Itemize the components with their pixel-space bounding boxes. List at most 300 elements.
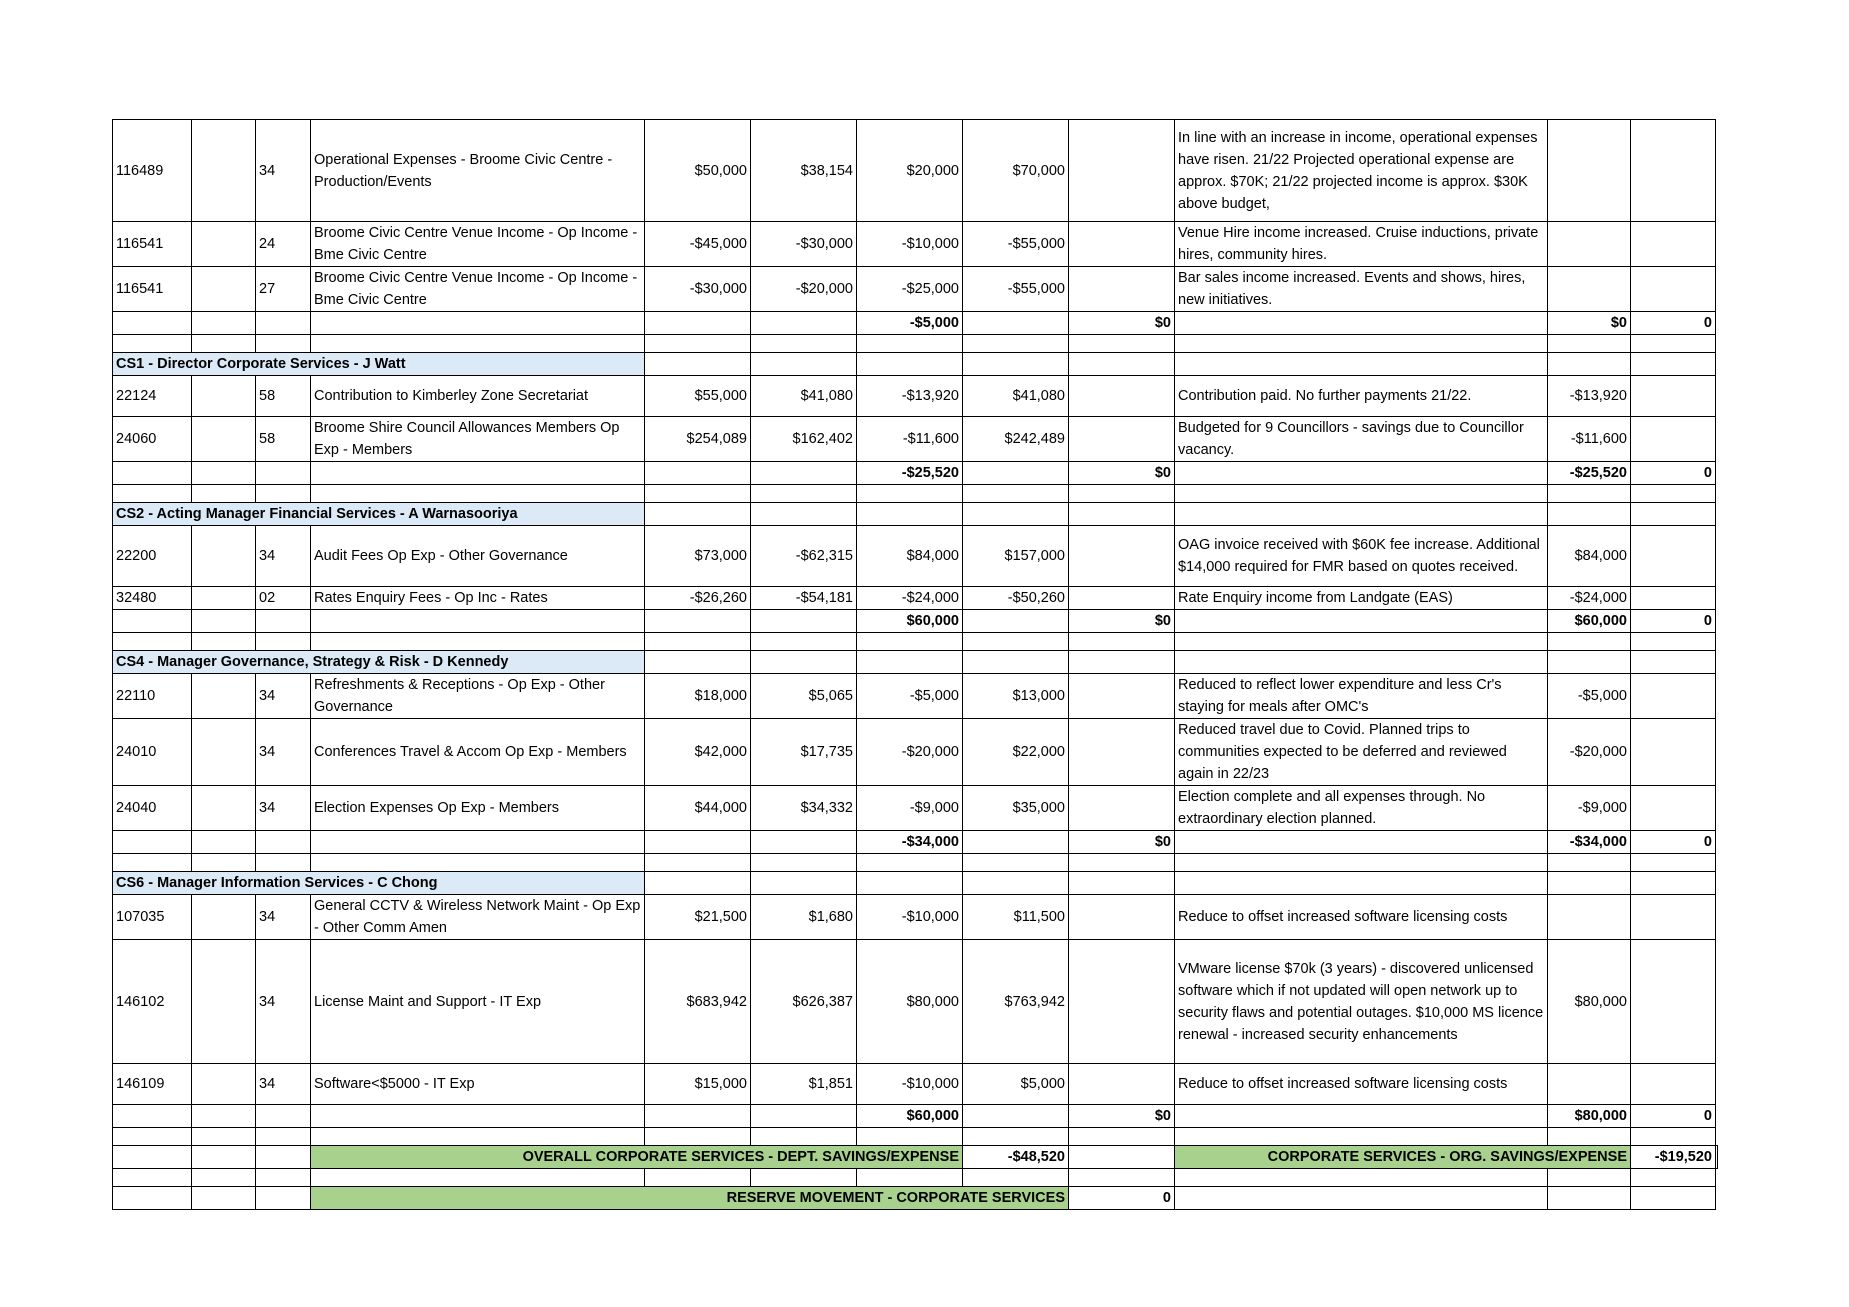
empty-cell — [192, 587, 256, 610]
current-budget: $15,000 — [645, 1064, 751, 1105]
empty-cell — [1069, 353, 1175, 376]
empty-cell — [113, 485, 192, 503]
empty-cell — [256, 1169, 311, 1187]
empty-cell — [192, 1064, 256, 1105]
empty-cell — [256, 1105, 311, 1128]
empty-cell — [963, 633, 1069, 651]
section-header: CS2 - Acting Manager Financial Services - A Warnasooriya — [113, 503, 645, 526]
reserve-movement — [1069, 1064, 1175, 1105]
overall-dept-value: -$48,520 — [963, 1146, 1069, 1169]
table-row — [113, 267, 1718, 312]
section-total-row — [113, 462, 1718, 485]
empty-cell — [1631, 940, 1716, 1064]
table-row — [113, 417, 1718, 462]
reserve-movement — [1069, 940, 1175, 1064]
empty-cell — [1631, 1064, 1716, 1105]
empty-cell — [256, 485, 311, 503]
nature-code: 24 — [256, 222, 311, 267]
comment: Bar sales income increased. Events and shows, hires, new initiatives. — [1175, 267, 1548, 312]
spacer-row — [113, 485, 1718, 503]
empty-cell — [1631, 854, 1716, 872]
comment: Reduce to offset increased software licensing costs — [1175, 1064, 1548, 1105]
org-impact — [1548, 222, 1631, 267]
empty-cell — [311, 633, 645, 651]
reserve-movement — [1069, 376, 1175, 417]
current-budget: -$26,260 — [645, 587, 751, 610]
empty-cell — [192, 895, 256, 940]
org-impact: -$11,600 — [1548, 417, 1631, 462]
empty-cell — [963, 485, 1069, 503]
account-number: 116541 — [113, 222, 192, 267]
table-row — [113, 895, 1718, 940]
empty-cell — [1175, 1169, 1548, 1187]
empty-cell — [192, 312, 256, 335]
current-budget: -$30,000 — [645, 267, 751, 312]
account-description: Election Expenses Op Exp - Members — [311, 786, 645, 831]
budget-change: -$10,000 — [857, 1064, 963, 1105]
section-total-org: -$34,000 — [1548, 831, 1631, 854]
empty-cell — [963, 503, 1069, 526]
section-header: CS4 - Manager Governance, Strategy & Risk - D Kennedy — [113, 651, 645, 674]
account-number: 24060 — [113, 417, 192, 462]
nature-code: 34 — [256, 674, 311, 719]
empty-cell — [751, 610, 857, 633]
account-description: Conferences Travel & Accom Op Exp - Members — [311, 719, 645, 786]
empty-cell — [1631, 1128, 1716, 1146]
empty-cell — [751, 485, 857, 503]
section-total-flag: 0 — [1631, 1105, 1716, 1128]
empty-cell — [857, 651, 963, 674]
empty-cell — [645, 872, 751, 895]
empty-cell — [1175, 1187, 1548, 1210]
empty-cell — [857, 633, 963, 651]
empty-cell — [311, 312, 645, 335]
empty-cell — [256, 1128, 311, 1146]
empty-cell — [645, 335, 751, 353]
ytd-actual: $1,680 — [751, 895, 857, 940]
empty-cell — [751, 335, 857, 353]
empty-cell — [256, 854, 311, 872]
reserve-movement — [1069, 120, 1175, 222]
empty-cell — [1631, 1187, 1716, 1210]
empty-cell — [192, 267, 256, 312]
empty-cell — [1631, 633, 1716, 651]
section-total-reserve: $0 — [1069, 831, 1175, 854]
reserve-movement — [1069, 786, 1175, 831]
budget-change: $20,000 — [857, 120, 963, 222]
ytd-actual: -$62,315 — [751, 526, 857, 587]
nature-code: 58 — [256, 417, 311, 462]
empty-cell — [645, 854, 751, 872]
empty-cell — [751, 651, 857, 674]
overall-total-row — [113, 1146, 1718, 1169]
empty-cell — [857, 1128, 963, 1146]
section-header-row — [113, 651, 1718, 674]
account-description: Refreshments & Receptions - Op Exp - Other Governance — [311, 674, 645, 719]
empty-cell — [1175, 854, 1548, 872]
empty-cell — [256, 1187, 311, 1210]
ytd-actual: $41,080 — [751, 376, 857, 417]
comment: Rate Enquiry income from Landgate (EAS) — [1175, 587, 1548, 610]
empty-cell — [751, 872, 857, 895]
empty-cell — [1175, 335, 1548, 353]
empty-cell — [192, 417, 256, 462]
empty-cell — [1548, 1169, 1631, 1187]
empty-cell — [192, 1105, 256, 1128]
account-number: 22200 — [113, 526, 192, 587]
table-row — [113, 719, 1718, 786]
revised-budget: $13,000 — [963, 674, 1069, 719]
revised-budget: $763,942 — [963, 940, 1069, 1064]
budget-change: $84,000 — [857, 526, 963, 587]
ytd-actual: -$30,000 — [751, 222, 857, 267]
comment: VMware license $70k (3 years) - discovered unlicensed software which if not updated will open network up to security flaws and potential outages. $10,000 MS licence renewal - increased security enhancements — [1175, 940, 1548, 1064]
revised-budget: $11,500 — [963, 895, 1069, 940]
empty-cell — [1175, 651, 1548, 674]
account-number: 116541 — [113, 267, 192, 312]
empty-cell — [192, 1128, 256, 1146]
empty-cell — [645, 503, 751, 526]
empty-cell — [963, 462, 1069, 485]
empty-cell — [963, 610, 1069, 633]
comment: Reduce to offset increased software licensing costs — [1175, 895, 1548, 940]
empty-cell — [113, 312, 192, 335]
empty-cell — [1631, 651, 1716, 674]
empty-cell — [1548, 872, 1631, 895]
empty-cell — [857, 353, 963, 376]
table-row — [113, 587, 1718, 610]
current-budget: $254,089 — [645, 417, 751, 462]
org-impact — [1548, 1064, 1631, 1105]
revised-budget: $242,489 — [963, 417, 1069, 462]
reserve-movement — [1069, 417, 1175, 462]
empty-cell — [645, 485, 751, 503]
empty-cell — [645, 353, 751, 376]
empty-cell — [311, 610, 645, 633]
empty-cell — [1175, 503, 1548, 526]
section-total-flag: 0 — [1631, 610, 1716, 633]
empty-cell — [1175, 831, 1548, 854]
account-number: 22124 — [113, 376, 192, 417]
table-row — [113, 120, 1718, 222]
budget-change: $80,000 — [857, 940, 963, 1064]
empty-cell — [1548, 335, 1631, 353]
comment: Venue Hire income increased. Cruise inductions, private hires, community hires. — [1175, 222, 1548, 267]
empty-cell — [1548, 1187, 1631, 1210]
empty-cell — [1069, 854, 1175, 872]
org-impact: -$9,000 — [1548, 786, 1631, 831]
empty-cell — [311, 1105, 645, 1128]
section-header: CS6 - Manager Information Services - C Chong — [113, 872, 645, 895]
section-total-reserve: $0 — [1069, 1105, 1175, 1128]
revised-budget: $41,080 — [963, 376, 1069, 417]
empty-cell — [192, 222, 256, 267]
empty-cell — [751, 1128, 857, 1146]
ytd-actual: -$54,181 — [751, 587, 857, 610]
empty-cell — [857, 485, 963, 503]
reserve-value: 0 — [1069, 1187, 1175, 1210]
org-impact — [1548, 120, 1631, 222]
empty-cell — [311, 485, 645, 503]
empty-cell — [1069, 503, 1175, 526]
empty-cell — [311, 335, 645, 353]
reserve-movement — [1069, 267, 1175, 312]
empty-cell — [192, 526, 256, 587]
account-description: Broome Civic Centre Venue Income - Op Income - Bme Civic Centre — [311, 267, 645, 312]
section-total-org: $80,000 — [1548, 1105, 1631, 1128]
empty-cell — [963, 335, 1069, 353]
revised-budget: $35,000 — [963, 786, 1069, 831]
section-header-row — [113, 503, 1718, 526]
empty-cell — [645, 1128, 751, 1146]
comment: Contribution paid. No further payments 21/22. — [1175, 376, 1548, 417]
empty-cell — [645, 1105, 751, 1128]
empty-cell — [963, 854, 1069, 872]
empty-cell — [192, 831, 256, 854]
section-total-row — [113, 312, 1718, 335]
empty-cell — [1631, 526, 1716, 587]
table-row — [113, 786, 1718, 831]
empty-cell — [113, 610, 192, 633]
table-row — [113, 222, 1718, 267]
reserve-movement — [1069, 587, 1175, 610]
empty-cell — [1631, 485, 1716, 503]
nature-code: 34 — [256, 1064, 311, 1105]
section-header-row — [113, 353, 1718, 376]
budget-change: -$20,000 — [857, 719, 963, 786]
empty-cell — [256, 831, 311, 854]
empty-cell — [1631, 222, 1716, 267]
empty-cell — [963, 1105, 1069, 1128]
empty-cell — [963, 1128, 1069, 1146]
empty-cell — [751, 462, 857, 485]
empty-cell — [192, 120, 256, 222]
empty-cell — [751, 633, 857, 651]
current-budget: $44,000 — [645, 786, 751, 831]
empty-cell — [1631, 1169, 1716, 1187]
budget-review-table — [112, 119, 1718, 1210]
section-total-flag: 0 — [1631, 831, 1716, 854]
comment: Budgeted for 9 Councillors - savings due to Councillor vacancy. — [1175, 417, 1548, 462]
empty-cell — [645, 831, 751, 854]
org-impact: $80,000 — [1548, 940, 1631, 1064]
empty-cell — [1631, 353, 1716, 376]
reserve-label: RESERVE MOVEMENT - CORPORATE SERVICES — [311, 1187, 1069, 1210]
section-total-row — [113, 610, 1718, 633]
empty-cell — [1631, 417, 1716, 462]
empty-cell — [113, 335, 192, 353]
empty-cell — [645, 610, 751, 633]
section-total-change: $60,000 — [857, 1105, 963, 1128]
org-impact: -$20,000 — [1548, 719, 1631, 786]
section-total-reserve: $0 — [1069, 462, 1175, 485]
empty-cell — [645, 462, 751, 485]
empty-cell — [1069, 1128, 1175, 1146]
empty-cell — [311, 831, 645, 854]
org-impact: -$24,000 — [1548, 587, 1631, 610]
account-number: 146102 — [113, 940, 192, 1064]
empty-cell — [751, 831, 857, 854]
empty-cell — [963, 831, 1069, 854]
section-header-row — [113, 872, 1718, 895]
empty-cell — [1548, 353, 1631, 376]
empty-cell — [1548, 1128, 1631, 1146]
overall-flag — [1716, 1146, 1718, 1169]
account-number: 116489 — [113, 120, 192, 222]
spacer-row — [113, 633, 1718, 651]
empty-cell — [192, 940, 256, 1064]
empty-cell — [1069, 335, 1175, 353]
empty-cell — [192, 1169, 256, 1187]
empty-cell — [192, 633, 256, 651]
empty-cell — [192, 376, 256, 417]
budget-change: -$13,920 — [857, 376, 963, 417]
section-total-change: $60,000 — [857, 610, 963, 633]
nature-code: 02 — [256, 587, 311, 610]
empty-cell — [1069, 1146, 1175, 1169]
empty-cell — [1175, 610, 1548, 633]
account-description: General CCTV & Wireless Network Maint - Op Exp - Other Comm Amen — [311, 895, 645, 940]
nature-code: 27 — [256, 267, 311, 312]
empty-cell — [192, 485, 256, 503]
empty-cell — [256, 633, 311, 651]
ytd-actual: $5,065 — [751, 674, 857, 719]
table-row — [113, 940, 1718, 1064]
empty-cell — [751, 503, 857, 526]
empty-cell — [1175, 462, 1548, 485]
comment: Election complete and all expenses through. No extraordinary election planned. — [1175, 786, 1548, 831]
empty-cell — [1631, 376, 1716, 417]
org-impact — [1548, 895, 1631, 940]
empty-cell — [113, 854, 192, 872]
nature-code: 34 — [256, 786, 311, 831]
empty-cell — [192, 854, 256, 872]
budget-change: -$24,000 — [857, 587, 963, 610]
empty-cell — [311, 1169, 645, 1187]
empty-cell — [645, 312, 751, 335]
current-budget: -$45,000 — [645, 222, 751, 267]
empty-cell — [1069, 1169, 1175, 1187]
table-row — [113, 526, 1718, 587]
empty-cell — [256, 335, 311, 353]
nature-code: 34 — [256, 895, 311, 940]
section-total-reserve: $0 — [1069, 610, 1175, 633]
empty-cell — [1175, 312, 1548, 335]
account-description: Rates Enquiry Fees - Op Inc - Rates — [311, 587, 645, 610]
empty-cell — [113, 1187, 192, 1210]
empty-cell — [751, 1169, 857, 1187]
empty-cell — [1631, 267, 1716, 312]
account-description: License Maint and Support - IT Exp — [311, 940, 645, 1064]
section-total-flag: 0 — [1631, 462, 1716, 485]
empty-cell — [113, 633, 192, 651]
revised-budget: -$55,000 — [963, 267, 1069, 312]
current-budget: $73,000 — [645, 526, 751, 587]
section-total-org: $0 — [1548, 312, 1631, 335]
empty-cell — [751, 353, 857, 376]
current-budget: $18,000 — [645, 674, 751, 719]
nature-code: 34 — [256, 120, 311, 222]
empty-cell — [751, 1105, 857, 1128]
section-total-row — [113, 831, 1718, 854]
reserve-movement — [1069, 674, 1175, 719]
empty-cell — [1175, 1105, 1548, 1128]
empty-cell — [963, 312, 1069, 335]
empty-cell — [311, 462, 645, 485]
ytd-actual: -$20,000 — [751, 267, 857, 312]
comment: Reduced to reflect lower expenditure and less Cr's staying for meals after OMC's — [1175, 674, 1548, 719]
empty-cell — [1631, 872, 1716, 895]
empty-cell — [192, 1146, 256, 1169]
revised-budget: $22,000 — [963, 719, 1069, 786]
empty-cell — [963, 872, 1069, 895]
org-impact — [1548, 267, 1631, 312]
nature-code: 58 — [256, 376, 311, 417]
table-row — [113, 376, 1718, 417]
overall-org-value: -$19,520 — [1631, 1146, 1716, 1169]
nature-code: 34 — [256, 719, 311, 786]
current-budget: $21,500 — [645, 895, 751, 940]
section-total-org: -$25,520 — [1548, 462, 1631, 485]
empty-cell — [1631, 587, 1716, 610]
empty-cell — [1069, 633, 1175, 651]
current-budget: $55,000 — [645, 376, 751, 417]
empty-cell — [256, 610, 311, 633]
reserve-total-row — [113, 1187, 1718, 1210]
section-total-change: -$5,000 — [857, 312, 963, 335]
empty-cell — [113, 1128, 192, 1146]
org-impact: -$5,000 — [1548, 674, 1631, 719]
empty-cell — [256, 462, 311, 485]
revised-budget: $70,000 — [963, 120, 1069, 222]
empty-cell — [1631, 674, 1716, 719]
org-impact: $84,000 — [1548, 526, 1631, 587]
empty-cell — [857, 872, 963, 895]
ytd-actual: $1,851 — [751, 1064, 857, 1105]
budget-change: -$10,000 — [857, 222, 963, 267]
empty-cell — [192, 674, 256, 719]
ytd-actual: $162,402 — [751, 417, 857, 462]
empty-cell — [1548, 854, 1631, 872]
spacer-row — [113, 1169, 1718, 1187]
empty-cell — [1548, 633, 1631, 651]
ytd-actual: $38,154 — [751, 120, 857, 222]
budget-change: -$10,000 — [857, 895, 963, 940]
empty-cell — [113, 462, 192, 485]
ytd-actual: $626,387 — [751, 940, 857, 1064]
empty-cell — [963, 651, 1069, 674]
section-header: CS1 - Director Corporate Services - J Watt — [113, 353, 645, 376]
empty-cell — [192, 786, 256, 831]
empty-cell — [857, 1169, 963, 1187]
empty-cell — [1631, 120, 1716, 222]
account-number: 22110 — [113, 674, 192, 719]
empty-cell — [192, 462, 256, 485]
revised-budget: -$55,000 — [963, 222, 1069, 267]
budget-change: -$9,000 — [857, 786, 963, 831]
empty-cell — [1631, 895, 1716, 940]
empty-cell — [1631, 335, 1716, 353]
empty-cell — [751, 312, 857, 335]
empty-cell — [1548, 485, 1631, 503]
empty-cell — [113, 1105, 192, 1128]
empty-cell — [192, 1187, 256, 1210]
comment: In line with an increase in income, operational expenses have risen. 21/22 Projected operational expense are approx. $70K; 21/22 projected income is approx. $30K above budget, — [1175, 120, 1548, 222]
table-row — [113, 1064, 1718, 1105]
account-number: 146109 — [113, 1064, 192, 1105]
empty-cell — [1175, 633, 1548, 651]
section-total-change: -$25,520 — [857, 462, 963, 485]
